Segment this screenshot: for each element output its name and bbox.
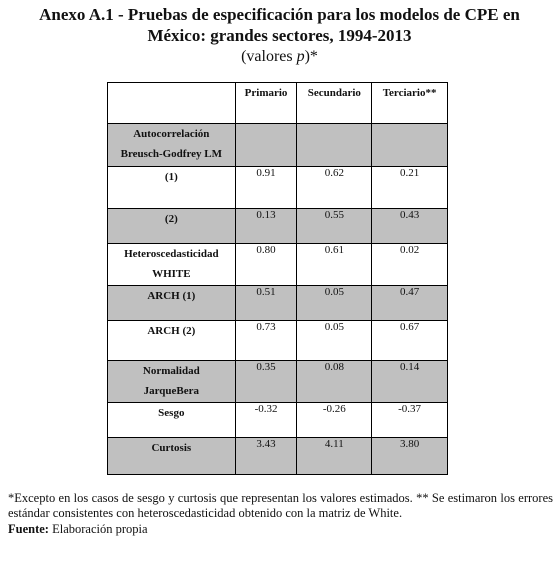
- title-line-1: Anexo A.1 - Pruebas de especificación para los modelos de CPE en: [39, 5, 520, 24]
- row-label: [108, 361, 236, 403]
- table-row: [108, 361, 448, 403]
- row-label-line: Sesgo: [158, 407, 185, 419]
- table-row: [108, 438, 448, 475]
- cell-value: 0.91: [235, 167, 297, 209]
- cell-value: 4.11: [297, 438, 372, 475]
- cell-value: 0.43: [372, 209, 448, 244]
- row-label: [108, 403, 236, 438]
- specification-tests-table: [107, 82, 448, 475]
- cell-value: 0.08: [297, 361, 372, 403]
- source-label: Fuente:: [8, 522, 49, 536]
- row-label-line: Normalidad: [142, 365, 200, 377]
- source-text: Elaboración propia: [48, 522, 148, 536]
- cell-value: -0.37: [372, 403, 448, 438]
- table-row: [108, 167, 448, 209]
- row-label-line: ARCH (1): [147, 290, 196, 302]
- table-row: [108, 403, 448, 438]
- subtitle: [0, 47, 559, 66]
- cell-value: 0.14: [372, 361, 448, 403]
- row-label-line: (2): [164, 213, 178, 225]
- cell-value: 0.55: [297, 209, 372, 244]
- cell-value: -0.32: [235, 403, 297, 438]
- title-line-2: México: grandes sectores, 1994-2013: [147, 26, 412, 45]
- cell-value: 3.43: [235, 438, 297, 475]
- row-label: [108, 286, 236, 321]
- header-primario: Primario: [235, 83, 297, 124]
- header-empty: [108, 83, 236, 124]
- source-line: [8, 522, 553, 537]
- row-label-line: WHITE: [152, 268, 191, 280]
- table-row: [108, 209, 448, 244]
- cell-value: 0.51: [235, 286, 297, 321]
- cell-value: 0.35: [235, 361, 297, 403]
- cell-value: 0.05: [297, 321, 372, 361]
- table-row: [108, 244, 448, 286]
- row-label-line: ARCH (2): [147, 325, 196, 337]
- cell-value: [372, 124, 448, 167]
- row-label: [108, 209, 236, 244]
- row-label-line: Autocorrelación: [133, 128, 210, 140]
- cell-value: [297, 124, 372, 167]
- table-row: [108, 321, 448, 361]
- footnote-note: *Excepto en los casos de sesgo y curtosis que representan los valores estimados. ** Se estimaron los errores estándar consistentes con heteroscedasticidad obtenido con la matriz de White.: [8, 491, 553, 520]
- row-label-line: Heteroscedasticidad: [124, 248, 219, 260]
- cell-value: 0.61: [297, 244, 372, 286]
- table-row: [108, 286, 448, 321]
- cell-value: [235, 124, 297, 167]
- subtitle-post: )*: [304, 48, 318, 65]
- header-terciario: Terciario**: [372, 83, 448, 124]
- table-row: [108, 124, 448, 167]
- row-label-line: Breusch-Godfrey LM: [120, 148, 222, 160]
- row-label: [108, 124, 236, 167]
- header-secundario: Secundario: [297, 83, 372, 124]
- cell-value: 0.62: [297, 167, 372, 209]
- cell-value: 0.67: [372, 321, 448, 361]
- row-label-line: (1): [164, 171, 178, 183]
- subtitle-p: p: [296, 48, 305, 65]
- cell-value: 0.13: [235, 209, 297, 244]
- row-label: [108, 438, 236, 475]
- row-label: [108, 321, 236, 361]
- row-label: [108, 167, 236, 209]
- cell-value: 0.80: [235, 244, 297, 286]
- subtitle-pre: (valores: [241, 48, 297, 65]
- cell-value: 0.73: [235, 321, 297, 361]
- cell-value: 0.47: [372, 286, 448, 321]
- cell-value: 3.80: [372, 438, 448, 475]
- table-body: [108, 124, 448, 475]
- table-title: [0, 4, 559, 66]
- cell-value: 0.02: [372, 244, 448, 286]
- header-row: [108, 83, 448, 124]
- row-label-line: JarqueBera: [143, 385, 200, 397]
- row-label-line: Curtosis: [151, 442, 192, 454]
- footnote: [8, 491, 553, 537]
- cell-value: 0.05: [297, 286, 372, 321]
- cell-value: 0.21: [372, 167, 448, 209]
- cell-value: -0.26: [297, 403, 372, 438]
- row-label: [108, 244, 236, 286]
